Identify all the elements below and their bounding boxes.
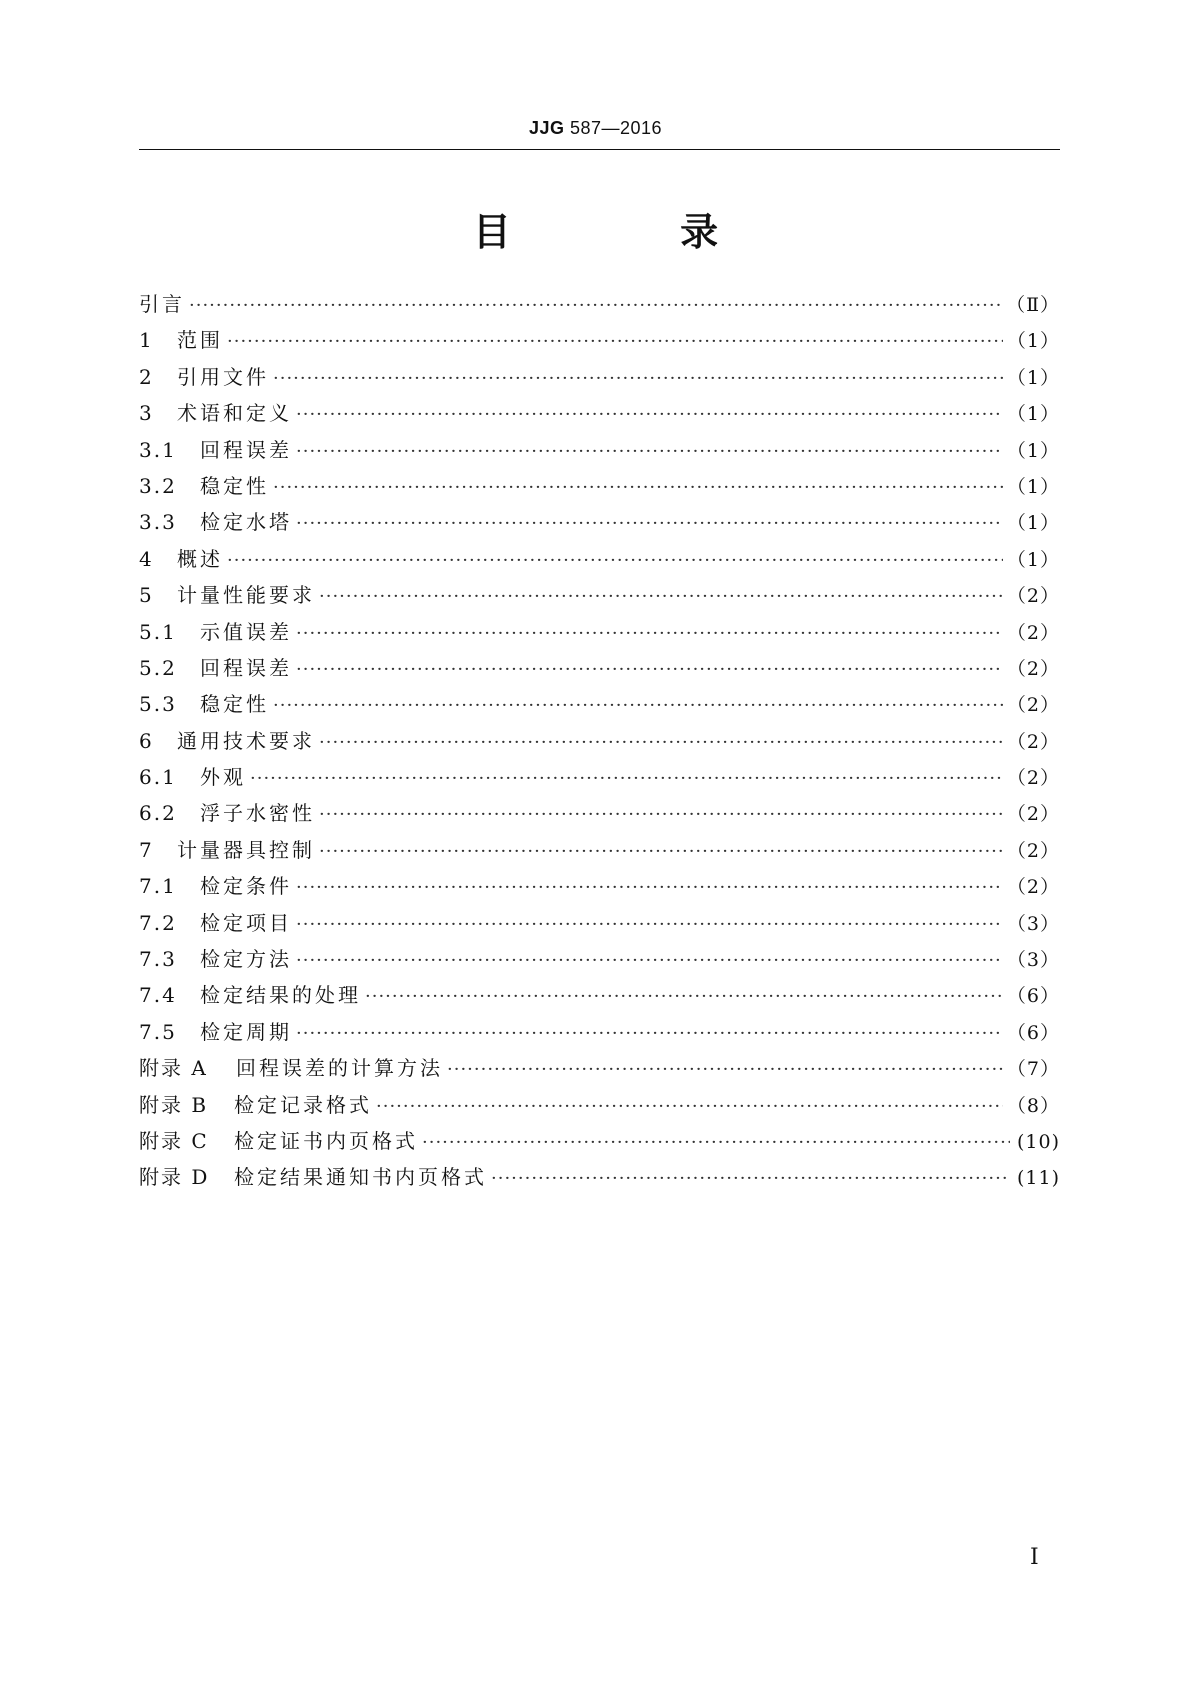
dot-leader <box>296 404 1003 425</box>
toc-entry-title: 术语和定义 <box>177 401 292 426</box>
toc-entry-page: （1） <box>1006 330 1060 353</box>
toc-entry[interactable] <box>139 1125 1060 1161</box>
toc-entry-title: 检定证书内页格式 <box>234 1128 418 1153</box>
toc-entry-page: （1） <box>1006 548 1060 571</box>
toc-entry-page: （1） <box>1006 512 1060 535</box>
toc-entry-number: 附录 A <box>139 1056 208 1081</box>
toc-entry-page: （2） <box>1006 876 1060 899</box>
toc-entry-number: 5 <box>139 583 154 608</box>
toc-entry[interactable] <box>139 943 1060 979</box>
toc-entry-title: 计量器具控制 <box>177 837 315 862</box>
toc-entry[interactable] <box>139 870 1060 906</box>
toc-entry-number: 7.2 <box>139 910 177 935</box>
toc-entry-title: 浮子水密性 <box>200 801 315 826</box>
toc-entry-number: 3 <box>139 401 154 426</box>
toc-entry-number: 6.1 <box>139 765 177 790</box>
toc-entry[interactable] <box>139 506 1060 542</box>
toc-entry-title: 检定记录格式 <box>234 1092 372 1117</box>
dot-leader <box>227 331 1003 352</box>
dot-leader <box>250 768 1003 789</box>
toc-entry-page: （2） <box>1006 585 1060 608</box>
toc-entry-number: 5.2 <box>139 655 177 680</box>
toc-entry-page: （1） <box>1006 439 1060 462</box>
toc-entry[interactable] <box>139 397 1060 433</box>
toc-entry-title: 回程误差 <box>200 437 292 462</box>
dot-leader <box>189 295 1002 316</box>
toc-entry-title: 引用文件 <box>177 364 269 389</box>
dot-leader <box>491 1168 1010 1189</box>
toc-entry-page: （2） <box>1006 803 1060 826</box>
toc-entry-page: （3） <box>1006 912 1060 935</box>
toc-entry-title: 检定结果的处理 <box>200 983 361 1008</box>
toc-entry[interactable] <box>139 1089 1060 1125</box>
toc-entry-page: （6） <box>1006 1021 1060 1044</box>
dot-leader <box>296 950 1003 971</box>
dot-leader <box>376 1096 1003 1117</box>
toc-entry-page: （2） <box>1006 657 1060 680</box>
dot-leader <box>296 623 1003 644</box>
toc-entry-number: 5.3 <box>139 692 177 717</box>
page-folio: I <box>1030 1545 1039 1570</box>
toc-entry[interactable] <box>139 761 1060 797</box>
toc-entry-page: （2） <box>1006 730 1060 753</box>
toc-entry-page: （1） <box>1006 403 1060 426</box>
toc-entry[interactable] <box>139 616 1060 652</box>
toc-entry-title: 回程误差 <box>200 655 292 680</box>
toc-entry-number: 3.1 <box>139 437 177 462</box>
toc-entry[interactable] <box>139 288 1060 324</box>
toc-entry-page: （1） <box>1006 366 1060 389</box>
toc-entry-number: 2 <box>139 364 154 389</box>
dot-leader <box>365 986 1003 1007</box>
dot-leader <box>296 659 1003 680</box>
toc-entry-page: （7） <box>1006 1058 1060 1081</box>
toc-entry-title: 检定条件 <box>200 874 292 899</box>
toc-entry-number: 5.1 <box>139 619 177 644</box>
toc-entry[interactable] <box>139 434 1060 470</box>
toc-entry-title: 稳定性 <box>200 473 269 498</box>
toc-entry-page: （Ⅱ） <box>1006 294 1060 316</box>
toc-entry-number: 7.1 <box>139 874 177 899</box>
toc-entry-page: （2） <box>1006 621 1060 644</box>
toc-entry-title: 计量性能要求 <box>177 583 315 608</box>
dot-leader <box>296 441 1003 462</box>
toc-entry[interactable] <box>139 324 1060 360</box>
toc-entry-title: 检定水塔 <box>200 510 292 535</box>
header-rule <box>139 149 1060 150</box>
toc-entry-page: (10) <box>1016 1130 1060 1153</box>
standard-number: 587—2016 <box>569 118 663 138</box>
dot-leader <box>422 1132 1010 1153</box>
toc-entry[interactable] <box>139 1052 1060 1088</box>
toc-entry[interactable] <box>139 1016 1060 1052</box>
toc-entry-number: 6 <box>139 728 154 753</box>
dot-leader <box>273 695 1003 716</box>
toc-entry[interactable] <box>139 834 1060 870</box>
toc-entry-page: （1） <box>1006 475 1060 498</box>
toc-entry-number: 7.5 <box>139 1019 177 1044</box>
toc-entry-page: （3） <box>1006 949 1060 972</box>
toc-entry-title: 检定项目 <box>200 910 292 935</box>
toc-entry-title: 检定结果通知书内页格式 <box>234 1165 487 1190</box>
toc-entry[interactable] <box>139 579 1060 615</box>
dot-leader <box>273 368 1003 389</box>
dot-leader <box>319 586 1003 607</box>
toc-entry-number: 6.2 <box>139 801 177 826</box>
dot-leader <box>296 1023 1003 1044</box>
toc-entry[interactable] <box>139 797 1060 833</box>
dot-leader <box>319 841 1003 862</box>
toc-entry-number: 附录 C <box>139 1128 209 1153</box>
toc-entry-number: 7.4 <box>139 983 177 1008</box>
toc-entry[interactable] <box>139 979 1060 1015</box>
toc-entry[interactable] <box>139 652 1060 688</box>
toc-entry[interactable] <box>139 907 1060 943</box>
toc-entry-number: 3.3 <box>139 510 177 535</box>
toc-entry-number: 7.3 <box>139 947 177 972</box>
toc-entry[interactable] <box>139 543 1060 579</box>
toc-entry-title: 范围 <box>177 328 223 353</box>
toc-entry-title: 检定周期 <box>200 1019 292 1044</box>
toc-entry[interactable] <box>139 1161 1060 1197</box>
dot-leader <box>296 513 1003 534</box>
toc-entry-page: （2） <box>1006 839 1060 862</box>
toc-entry[interactable] <box>139 725 1060 761</box>
toc-entry-title: 概述 <box>177 546 223 571</box>
toc-entry-title: 引言 <box>139 292 185 316</box>
standard-code: JJG <box>528 118 565 138</box>
dot-leader <box>319 732 1003 753</box>
dot-leader <box>447 1059 1003 1080</box>
toc-entry-page: （2） <box>1006 767 1060 790</box>
dot-leader <box>227 550 1003 571</box>
dot-leader <box>319 804 1003 825</box>
toc-entry-title: 检定方法 <box>200 947 292 972</box>
toc-entry-number: 附录 D <box>139 1165 210 1190</box>
toc-entry-title: 示值误差 <box>200 619 292 644</box>
toc-entry-page: （8） <box>1006 1094 1060 1117</box>
dot-leader <box>296 914 1003 935</box>
toc-entry-page: (11) <box>1016 1167 1060 1190</box>
toc-entry-number: 7 <box>139 837 154 862</box>
toc-entry[interactable] <box>139 470 1060 506</box>
toc-entry[interactable] <box>139 688 1060 724</box>
toc-entry-page: （6） <box>1006 985 1060 1008</box>
toc-entry-title: 通用技术要求 <box>177 728 315 753</box>
table-of-contents <box>139 288 1060 1198</box>
toc-entry-number: 4 <box>139 546 154 571</box>
toc-entry-number: 3.2 <box>139 473 177 498</box>
toc-entry-number: 附录 B <box>139 1092 209 1117</box>
toc-entry-title: 外观 <box>200 765 246 790</box>
toc-entry-number: 1 <box>139 328 154 353</box>
toc-entry-title: 稳定性 <box>200 692 269 717</box>
running-header <box>0 118 1191 139</box>
dot-leader <box>296 877 1003 898</box>
toc-entry-title: 回程误差的计算方法 <box>236 1056 443 1081</box>
toc-entry[interactable] <box>139 361 1060 397</box>
toc-entry-page: （2） <box>1006 694 1060 717</box>
dot-leader <box>273 477 1003 498</box>
toc-title: 目 录 <box>472 210 797 254</box>
